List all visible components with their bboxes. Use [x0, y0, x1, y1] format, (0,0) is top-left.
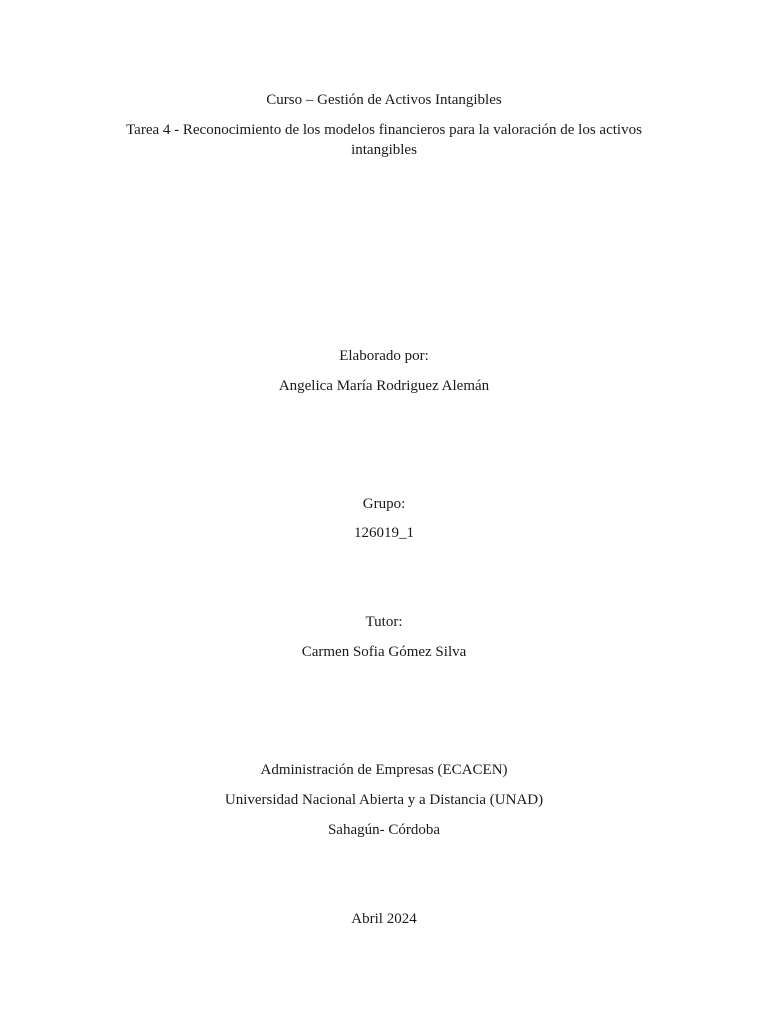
group-value: 126019_1 [354, 525, 414, 541]
tutor-label: Tutor: [365, 614, 403, 630]
course-title: Curso – Gestión de Activos Intangibles [266, 92, 502, 108]
tutor-name: Carmen Sofia Gómez Silva [301, 644, 467, 660]
university-name: Universidad Nacional Abierta y a Distancia (UNAD) [224, 792, 544, 808]
group-label: Grupo: [362, 496, 406, 512]
author-label: Elaborado por: [339, 348, 429, 364]
location: Sahagún- Córdoba [327, 822, 441, 838]
assignment-title: Tarea 4 - Reconocimiento de los modelos financieros para la valoración de los activos intangibles [126, 122, 642, 158]
program-name: Administración de Empresas (ECACEN) [260, 762, 508, 778]
author-name: Angelica María Rodriguez Alemán [278, 378, 490, 394]
document-date: Abril 2024 [351, 911, 417, 927]
